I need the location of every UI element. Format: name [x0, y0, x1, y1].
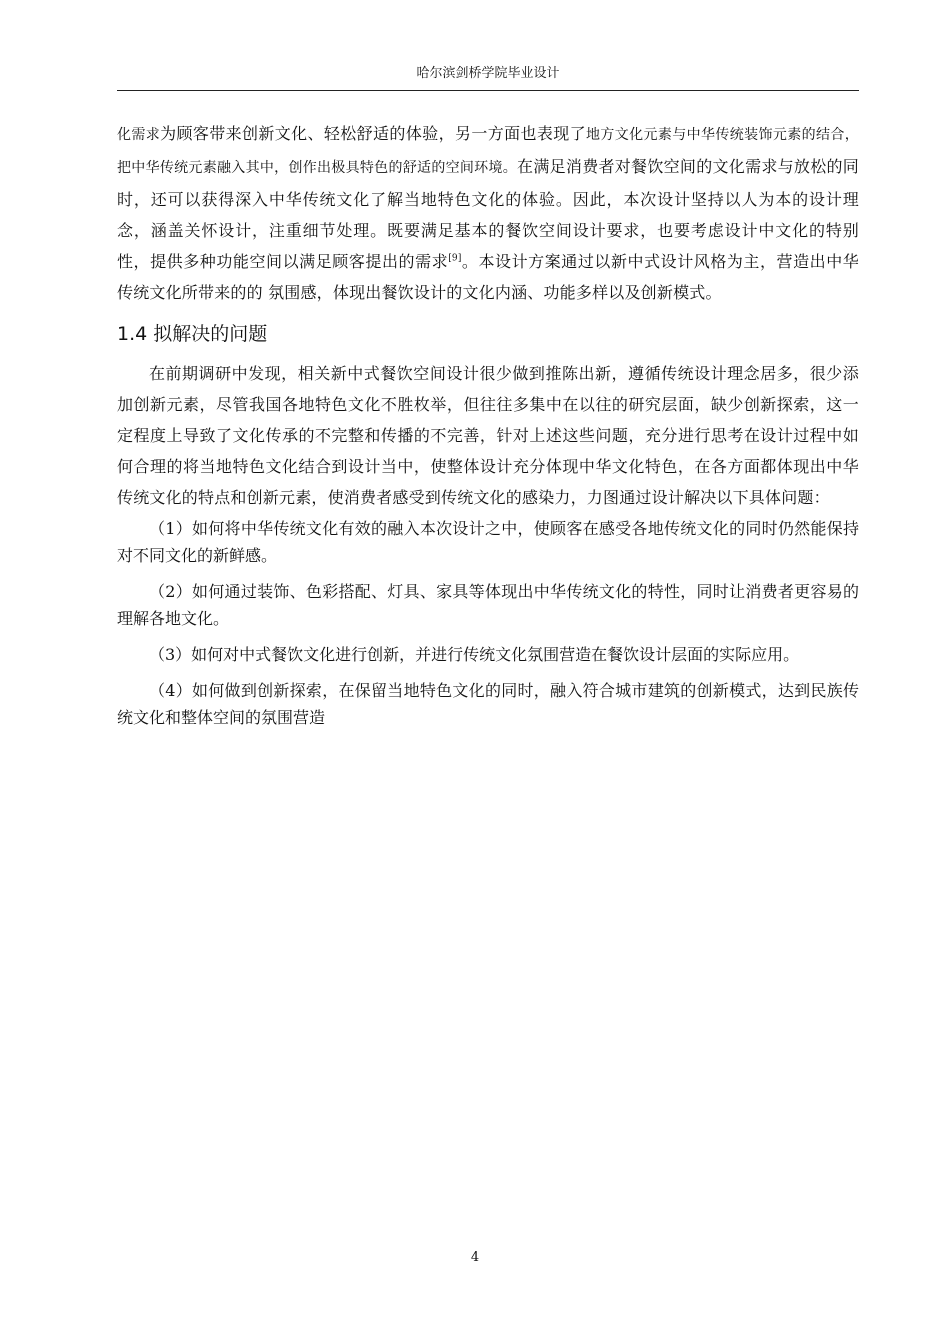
page-number: 4: [470, 1250, 480, 1265]
citation-marker: [9]: [448, 253, 462, 264]
list-item: （4）如何做到创新探索，在保留当地特色文化的同时，融入符合城市建筑的创新模式，达到民族传统文化和整体空间的氛围营造: [117, 681, 859, 727]
intro-text-c: 地方文化元素与中华传统装饰元素的结合，把中华传统元素融入其中，创作出极具特色的舒适的空间环境。: [117, 127, 859, 176]
intro-text-e: 。本设计方案通过以新中式设计风格为主，营造出中华传统文化所带来的的 氛围感，体现出餐饮设计的文化内涵、功能多样以及创新模式。: [117, 252, 859, 302]
list-item: （3）如何对中式餐饮文化进行创新，并进行传统文化氛围营造在餐饮设计层面的实际应用。: [149, 645, 800, 664]
intro-text-b: 为顾客带来创新文化、轻松舒适的体验，另一方面也表现了: [160, 124, 586, 143]
intro-text-a: 化需求: [117, 127, 161, 143]
section-body-paragraph: 在前期调研中发现，相关新中式餐饮空间设计很少做到推陈出新，遵循传统设计理念居多，很少添加创新元素，尽管我国各地特色文化不胜枚举，但往往多集中在以往的研究层面，缺少创新探索，这一定程度上导致了文化传承的不完整和传播的不完善，针对上述这些问题，充分进行思考在设计过程中如何合理的将当地特色文化结合到设计当中，使整体设计充分体现中华文化特色，在各方面都体现出中华传统文化的特点和创新元素，使消费者感受到传统文化的感染力，力图通过设计解决以下具体问题：: [117, 364, 859, 507]
list-item: （2）如何通过装饰、色彩搭配、灯具、家具等体现出中华传统文化的特性，同时让消费者更容易的理解各地文化。: [117, 582, 859, 628]
page-body: [117, 118, 859, 740]
section-heading: 1.4 拟解决的问题: [117, 323, 268, 345]
intro-text-d: 在满足消费者对餐饮空间的文化需求与放松的同时，还可以获得深入中华传统文化了解当地特色文化的体验。因此，本次设计坚持以人为本的设计理念，涵盖关怀设计，注重细节处理。既要满足基本的餐饮空间设计要求，也要考虑设计中文化的特别性，提供多种功能空间以满足顾客提出的需求: [117, 157, 859, 271]
header-title: 哈尔滨剑桥学院毕业设计: [416, 66, 560, 81]
intro-paragraph: [117, 118, 859, 308]
page-header: [117, 64, 859, 91]
list-item: （1）如何将中华传统文化有效的融入本次设计之中，使顾客在感受各地传统文化的同时仍然能保持对不同文化的新鲜感。: [117, 519, 859, 565]
